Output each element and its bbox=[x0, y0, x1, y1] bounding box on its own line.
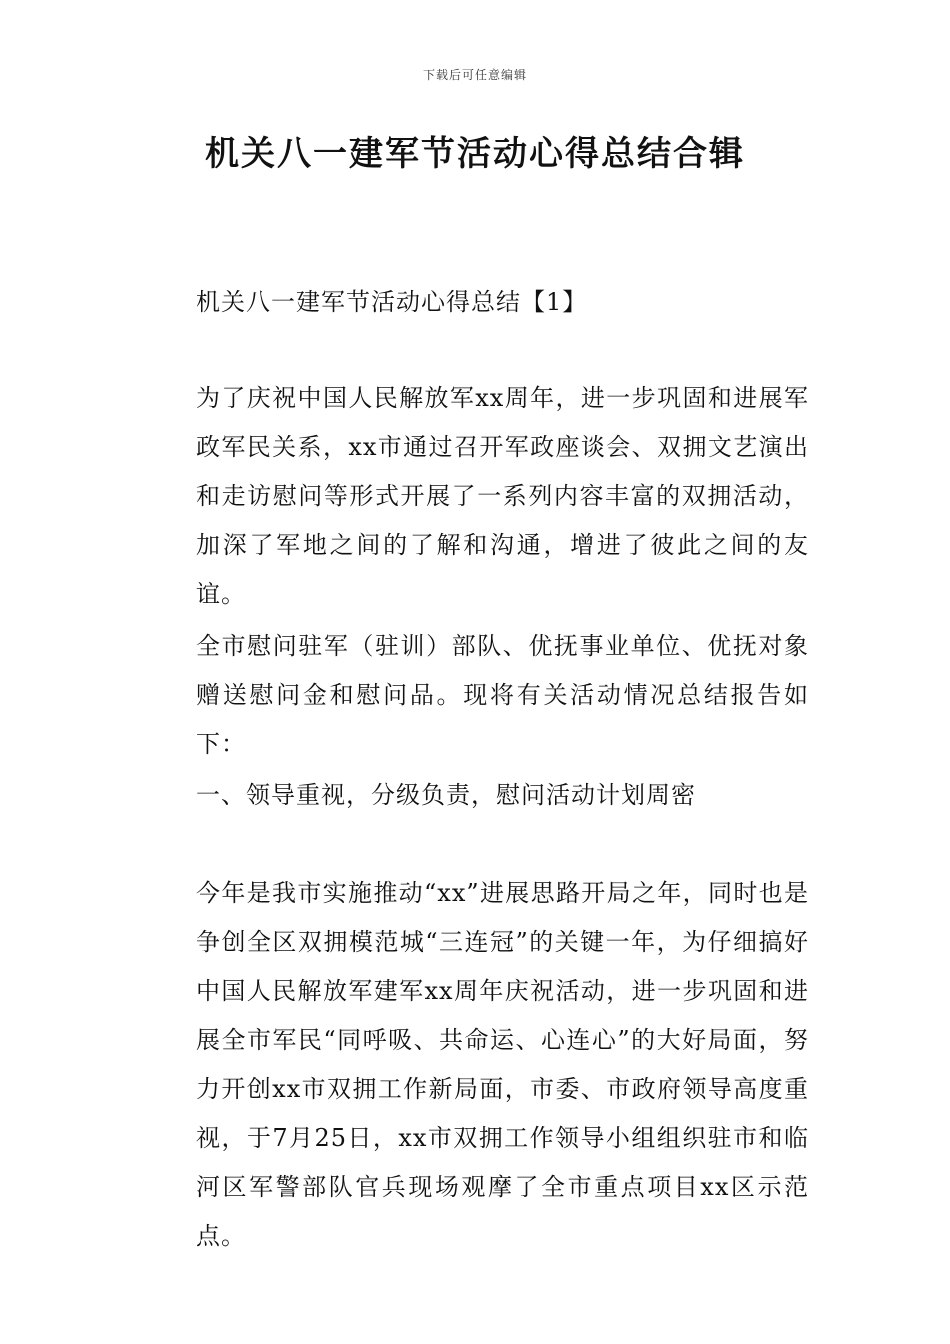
header-note: 下载后可任意编辑 bbox=[422, 68, 527, 82]
paragraph-summary: 全市慰问驻军（驻训）部队、优抚事业单位、优抚对象赠送慰问金和慰问品。现将有关活动情况总结报告如下： bbox=[196, 632, 809, 758]
document-title: 机关八一建军节活动心得总结合辑 bbox=[205, 134, 745, 174]
paragraph-intro: 为了庆祝中国人民解放军xx周年，进一步巩固和进展军政军民关系，xx市通过召开军政座谈会、双拥文艺演出和走访慰问等形式开展了一系列内容丰富的双拥活动，加深了军地之间的了解和沟通，增进了彼此之间的友谊。 bbox=[196, 384, 809, 608]
section-title: 机关八一建军节活动心得总结【1】 bbox=[196, 288, 588, 316]
section-heading-1: 一、领导重视，分级负责，慰问活动计划周密 bbox=[196, 781, 696, 809]
paragraph-body-1: 今年是我市实施推动“xx”进展思路开局之年，同时也是争创全区双拥模范城“三连冠”的关键一年，为仔细搞好中国人民解放军建军xx周年庆祝活动，进一步巩固和进展全市军民“同呼吸、共命运、心连心”的大好局面，努力开创xx市双拥工作新局面，市委、市政府领导高度重视，于7月25日，xx市双拥工作领导小组组织驻市和临河区军警部队官兵现场观摩了全市重点项目xx区示范点。 bbox=[196, 879, 809, 1250]
